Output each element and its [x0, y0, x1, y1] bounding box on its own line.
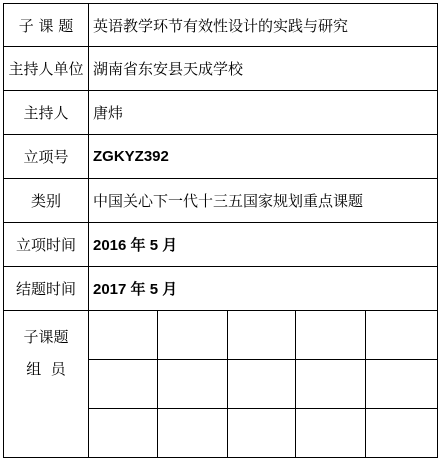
- end-date-value: 2017 年 5 月: [89, 267, 438, 311]
- subtopic-label: 子 课 题: [4, 4, 89, 47]
- start-date-value: 2016 年 5 月: [89, 223, 438, 267]
- member-cell: [228, 409, 296, 458]
- member-cell: [89, 311, 158, 360]
- member-cell: [296, 311, 366, 360]
- host-unit-label: 主持人单位: [4, 47, 89, 91]
- row-project-number: [4, 135, 438, 179]
- members-label-line1: 子课题: [23, 328, 69, 346]
- subtopic-value: 英语教学环节有效性设计的实践与研究: [89, 4, 438, 47]
- member-cell: [366, 360, 438, 409]
- member-cell: [89, 409, 158, 458]
- member-cell: [158, 360, 228, 409]
- members-label-line2: 组 员: [26, 360, 66, 378]
- end-date-label: 结题时间: [4, 267, 89, 311]
- member-cell: [296, 409, 366, 458]
- members-label: [4, 311, 89, 458]
- member-cell: [366, 311, 438, 360]
- row-subtopic: [4, 4, 438, 47]
- member-cell: [296, 360, 366, 409]
- project-number-label: 立项号: [4, 135, 89, 179]
- row-host-unit: [4, 47, 438, 91]
- member-cell: [366, 409, 438, 458]
- host-value: 唐炜: [89, 91, 438, 135]
- host-unit-value: 湖南省东安县天成学校: [89, 47, 438, 91]
- project-number-value: ZGKYZ392: [89, 135, 438, 179]
- member-cell: [89, 360, 158, 409]
- project-info-table: [3, 3, 438, 458]
- member-cell: [158, 311, 228, 360]
- row-host: [4, 91, 438, 135]
- start-date-label: 立项时间: [4, 223, 89, 267]
- row-start-date: [4, 223, 438, 267]
- member-cell: [228, 360, 296, 409]
- members-row-1: [4, 311, 438, 360]
- member-cell: [158, 409, 228, 458]
- row-end-date: [4, 267, 438, 311]
- host-label: 主持人: [4, 91, 89, 135]
- category-label: 类别: [4, 179, 89, 223]
- category-value: 中国关心下一代十三五国家规划重点课题: [89, 179, 438, 223]
- row-category: [4, 179, 438, 223]
- member-cell: [228, 311, 296, 360]
